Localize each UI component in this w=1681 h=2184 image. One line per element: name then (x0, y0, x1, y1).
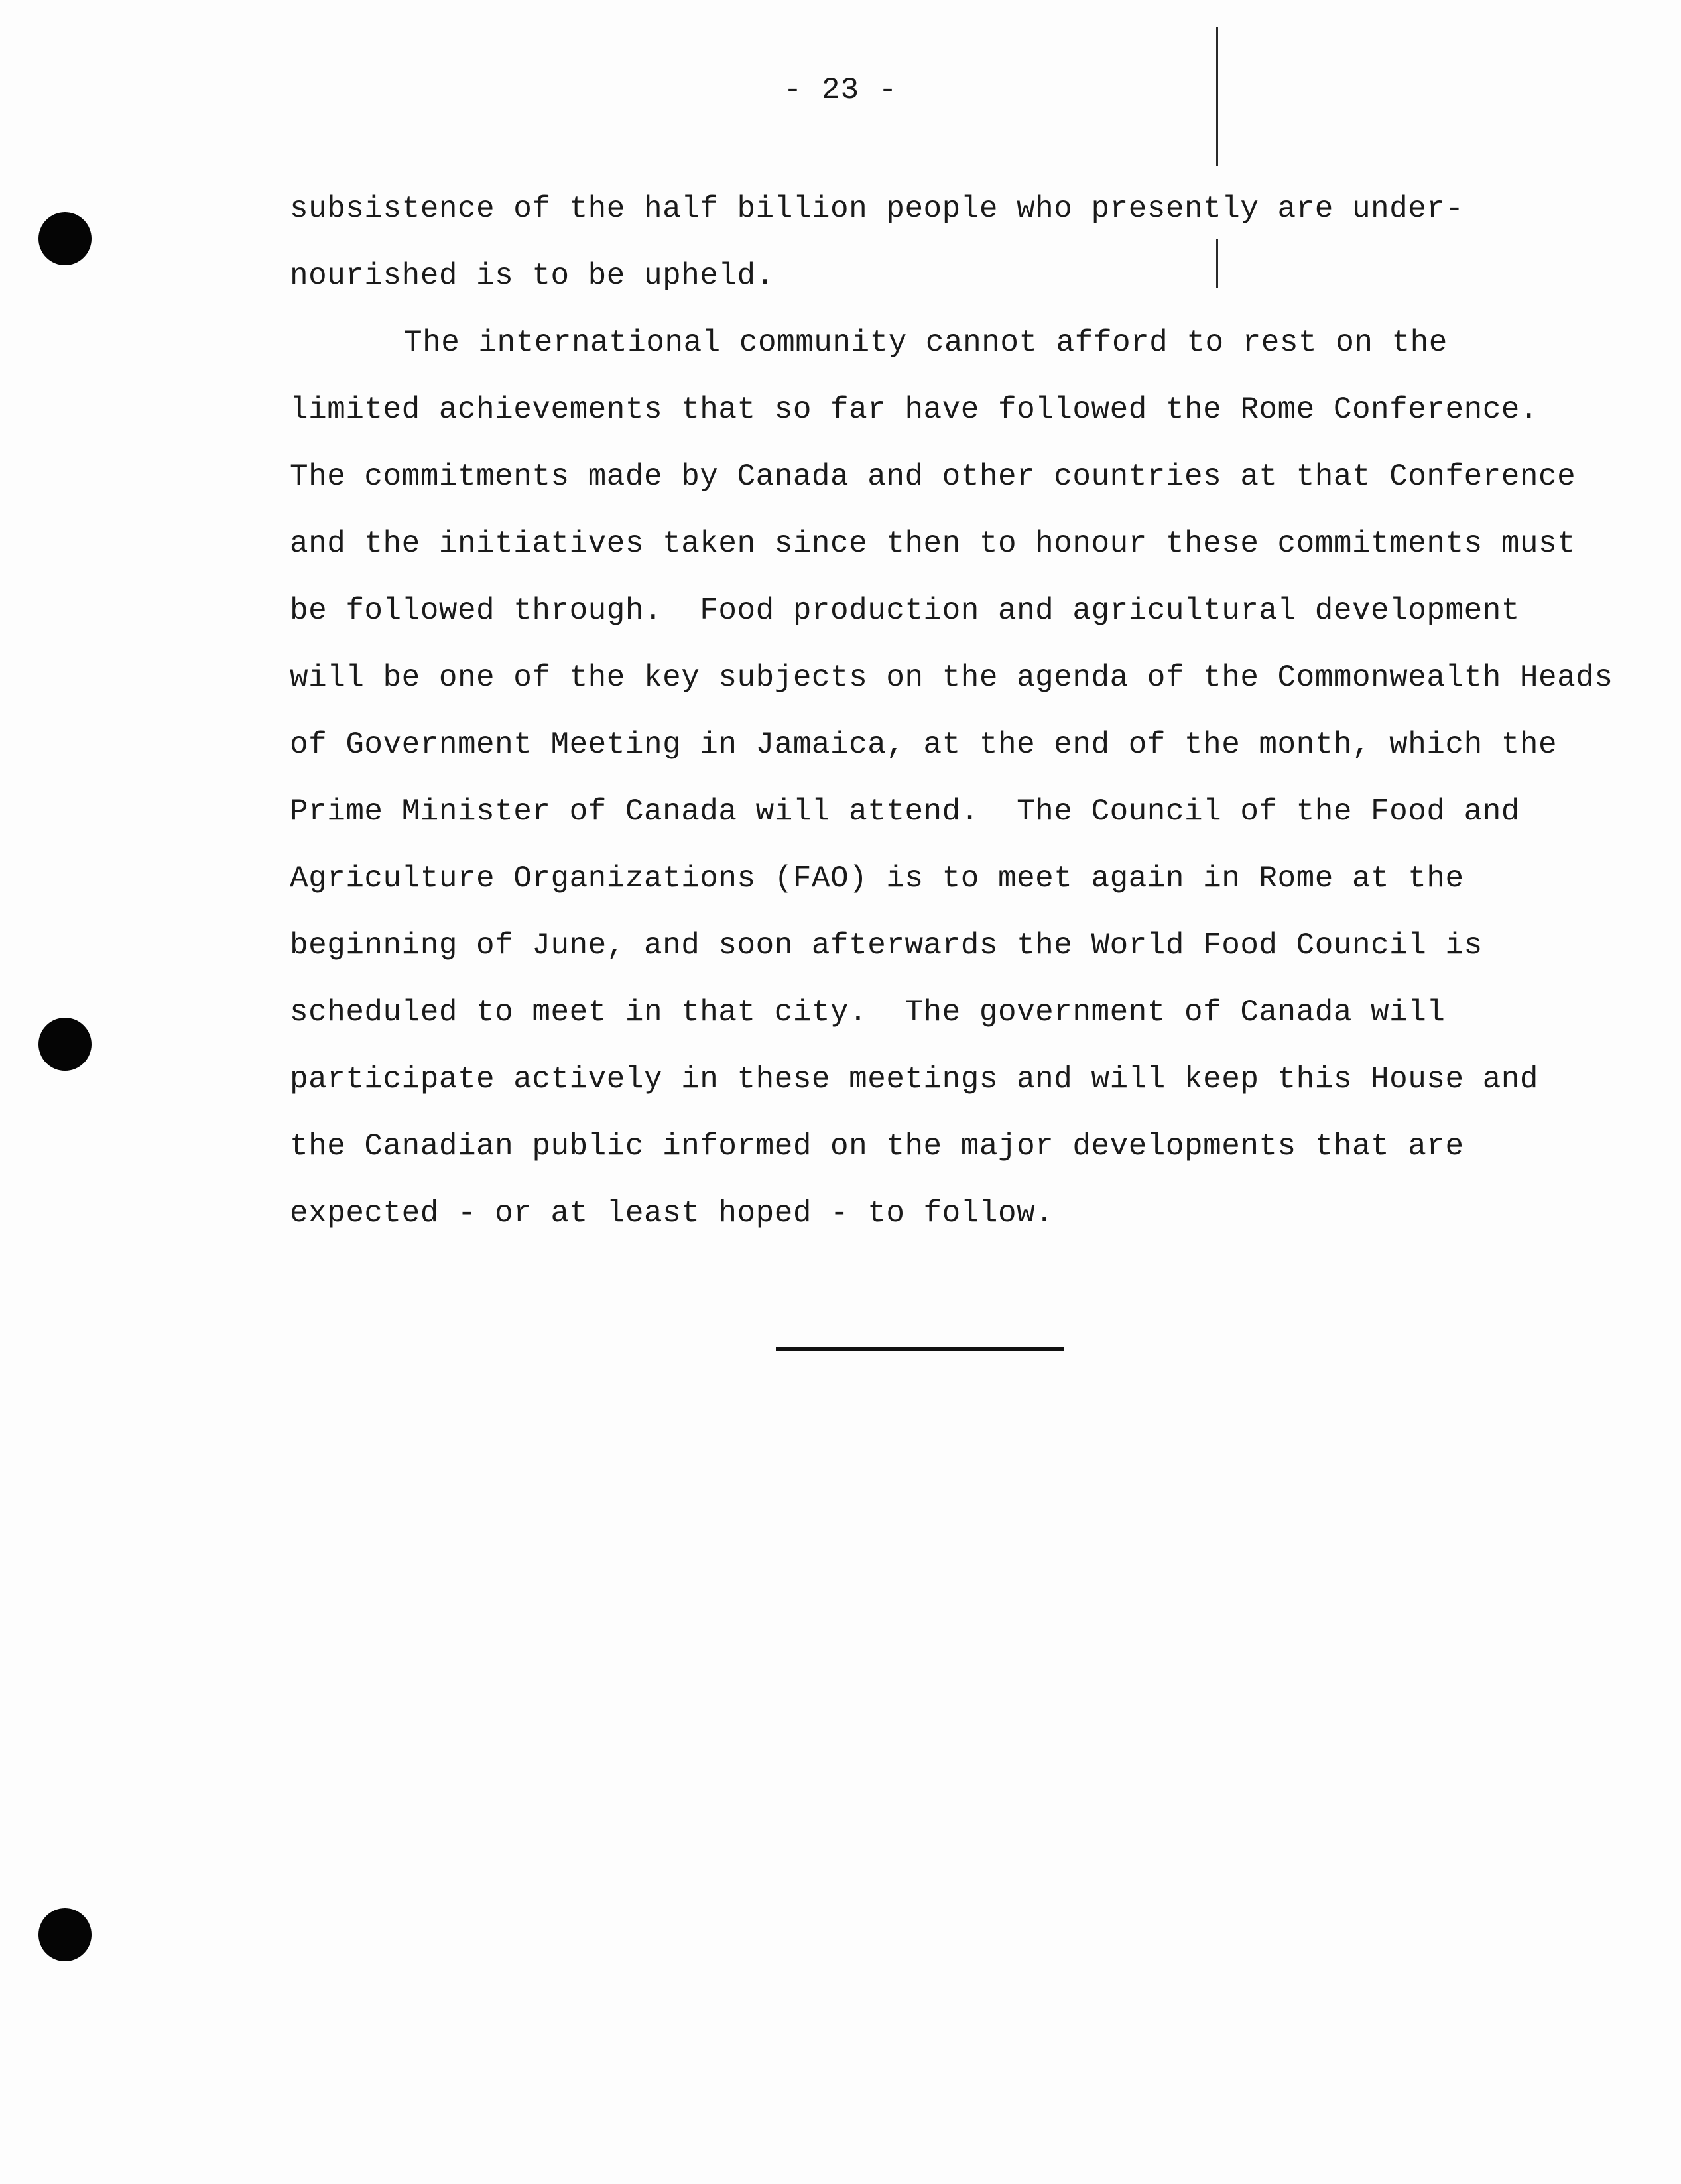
text-line: scheduled to meet in that city. The government of Canada will (290, 995, 1446, 1030)
text-line: of Government Meeting in Jamaica, at the end of the month, which the (290, 727, 1558, 762)
text-line: expected - or at least hoped - to follow. (290, 1196, 1054, 1231)
text-line: participate actively in these meetings and will keep this House and (290, 1062, 1539, 1097)
text-line: and the initiatives taken since then to honour these commitments must (290, 526, 1576, 561)
page-number: - 23 - (783, 73, 898, 107)
punch-hole-top (38, 212, 92, 265)
text-line: beginning of June, and soon afterwards the World Food Council is (290, 928, 1483, 963)
text-line: Prime Minister of Canada will attend. The Council of the Food and (290, 794, 1520, 829)
body-text (290, 176, 1613, 1247)
text-line: will be one of the key subjects on the agenda of the Commonwealth Heads (290, 660, 1613, 695)
paragraph-first-line: The international community cannot afford to rest on the (404, 326, 1448, 360)
text-line: subsistence of the half billion people who presently are under- (290, 192, 1464, 226)
text-line: The commitments made by Canada and other countries at that Conference (290, 459, 1576, 494)
end-of-text-rule (776, 1347, 1064, 1351)
text-line: limited achievements that so far have followed the Rome Conference. (290, 393, 1539, 427)
text-line: Agriculture Organizations (FAO) is to meet again in Rome at the (290, 861, 1464, 896)
text-line: nourished is to be upheld. (290, 259, 775, 293)
punch-hole-bottom (38, 1908, 92, 1961)
punch-hole-middle (38, 1018, 92, 1071)
text-line: be followed through. Food production and agricultural development (290, 593, 1520, 628)
text-line: the Canadian public informed on the major developments that are (290, 1129, 1464, 1164)
